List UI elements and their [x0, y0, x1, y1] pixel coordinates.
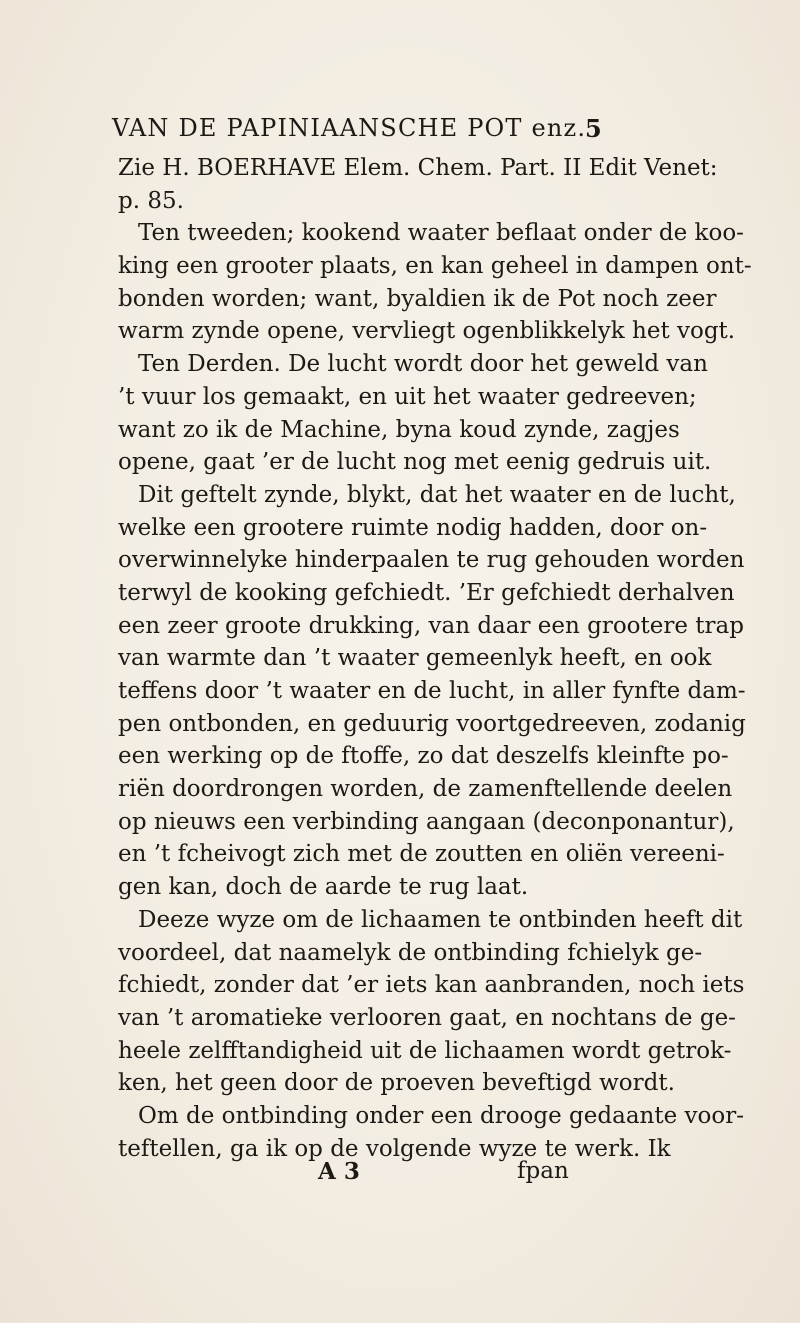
text-line: opene, gaat ’er de lucht nog met eenig gedruis uit.	[118, 449, 712, 476]
text-line: en ’t fcheivogt zich met de zoutten en oliën vereeni-	[118, 841, 725, 868]
text-line: een werking op de ftoffe, zo dat deszelfs kleinfte po-	[118, 743, 729, 770]
text-line: voordeel, dat naamelyk de ontbinding fchielyk ge-	[118, 939, 703, 966]
page-footer	[118, 1158, 608, 1186]
text-line: Om de ontbinding onder een drooge gedaante voor-	[138, 1102, 744, 1129]
text-line: terwyl de kooking gefchiedt. ’Er gefchiedt derhalven	[118, 579, 735, 606]
text-line: Deeze wyze om de lichaamen te ontbinden heeft dit	[138, 906, 743, 933]
text-line: teftellen, ga ik op de volgende wyze te werk. Ik	[118, 1135, 671, 1162]
text-line: van warmte dan ’t waater gemeenlyk heeft, en ook	[118, 645, 712, 672]
text-line: riën doordrongen worden, de zamenftellende deelen	[118, 776, 733, 803]
catchword: fpan	[517, 1158, 569, 1184]
text-line: pen ontbonden, en geduurig voortgedreeven, zodanig	[118, 710, 746, 737]
text-line: warm zynde opene, vervliegt ogenblikkelyk het vogt.	[118, 318, 736, 345]
text-line: king een grooter plaats, en kan geheel in dampen ont-	[118, 253, 752, 280]
text-line: gen kan, doch de aarde te rug laat.	[118, 874, 529, 901]
text-line: overwinnelyke hinderpaalen te rug gehouden worden	[118, 547, 745, 574]
text-line: ’t vuur los gemaakt, en uit het waater gedreeven;	[118, 383, 697, 410]
text-line: op nieuws een verbinding aangaan (deconponantur),	[118, 808, 735, 835]
text-line: p. 85.	[118, 187, 184, 214]
text-line: van ’t aromatieke verlooren gaat, en nochtans de ge-	[118, 1004, 736, 1031]
text-line: bonden worden; want, byaldien ik de Pot noch zeer	[118, 285, 717, 312]
text-line: Zie H. BOERHAVE Elem. Chem. Part. II Edit Venet:	[118, 155, 718, 181]
text-line: Ten tweeden; kookend waater beflaat onder de koo-	[138, 220, 744, 247]
text-line: Dit geftelt zynde, blykt, dat het waater en de lucht,	[138, 481, 736, 508]
text-line: teffens door ’t waater en de lucht, in aller fynfte dam-	[118, 678, 746, 704]
page-number: 5	[585, 114, 603, 143]
text-line: heele zelfftandigheid uit de lichaamen wordt getrok-	[118, 1037, 732, 1064]
text-line: want zo ik de Machine, byna koud zynde, zagjes	[118, 416, 680, 443]
text-line: een zeer groote drukking, van daar een grootere trap	[118, 612, 744, 639]
text-line: ken, het geen door de proeven beveftigd wordt.	[118, 1070, 675, 1097]
running-title: VAN DE PAPINIAANSCHE POT enz.	[112, 114, 587, 142]
signature-mark: A 3	[318, 1158, 360, 1185]
running-header	[112, 114, 612, 148]
text-line: welke een grootere ruimte nodig hadden, door on-	[118, 514, 708, 541]
text-line: Ten Derden. De lucht wordt door het geweld van	[138, 351, 708, 378]
text-line: fchiedt, zonder dat ’er iets kan aanbranden, noch iets	[118, 972, 745, 999]
body-text	[118, 152, 752, 1165]
